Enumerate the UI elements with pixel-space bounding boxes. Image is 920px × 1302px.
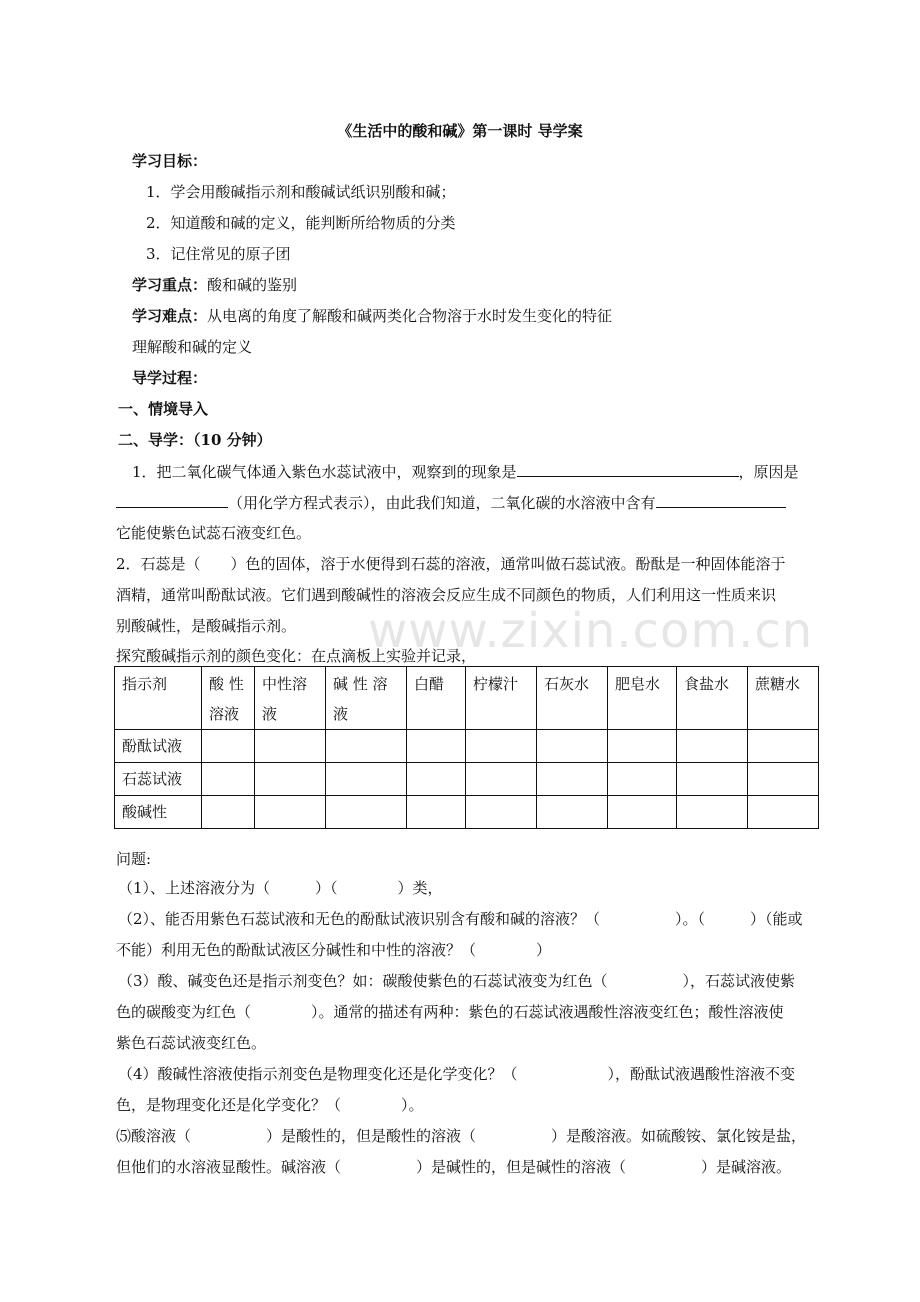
answer-cell[interactable] bbox=[608, 796, 677, 829]
answer-cell[interactable] bbox=[202, 763, 255, 796]
answer-blank[interactable] bbox=[116, 492, 228, 508]
table-header-cell: 酸 性 溶液 bbox=[202, 667, 255, 730]
problem-2-line-2: 不能）利用无色的酚酞试液区分碱性和中性的溶液？（ ） bbox=[116, 941, 552, 959]
key-point bbox=[132, 275, 297, 295]
table-header-cell: 白醋 bbox=[407, 667, 466, 730]
question-1-line-2 bbox=[116, 492, 786, 513]
table-header-cell: 指示剂 bbox=[115, 667, 202, 730]
table-header-cell: 中性溶 液 bbox=[255, 667, 326, 730]
answer-blank[interactable] bbox=[517, 461, 739, 477]
answer-cell[interactable] bbox=[537, 796, 608, 829]
goal-1: 1．学会用酸碱指示剂和酸碱试纸识别酸和碱； bbox=[146, 183, 456, 201]
question-1-line-3: 它能使紫色试蕊石液变红色。 bbox=[116, 524, 312, 542]
q1-text-c: （用化学方程式表示），由此我们知道，二氧化碳的水溶液中含有 bbox=[228, 494, 656, 512]
answer-cell[interactable] bbox=[466, 796, 537, 829]
answer-cell[interactable] bbox=[466, 763, 537, 796]
problem-4-line-2: 色，是物理变化还是化学变化？（ ）。 bbox=[116, 1096, 424, 1114]
problem-3-line-1: （3）酸、碱变色还是指示剂变色？如：碳酸使紫色的石蕊试液变为红色（ ），石蕊试液使紫 bbox=[118, 972, 796, 990]
difficulty-text: 从电离的角度了解酸和碱两类化合物溶于水时发生变化的特征 bbox=[207, 307, 613, 325]
problem-4-line-1: （4）酸碱性溶液使指示剂变色是物理变化还是化学变化？（ ），酚酞试液遇酸性溶液不变 bbox=[118, 1065, 796, 1083]
q1-text-a: 1．把二氧化碳气体通入紫色水蕊试液中，观察到的现象是 bbox=[132, 463, 517, 481]
table-header-cell: 食盐水 bbox=[677, 667, 748, 730]
answer-cell[interactable] bbox=[608, 730, 677, 763]
difficulty bbox=[132, 306, 612, 326]
answer-cell[interactable] bbox=[202, 730, 255, 763]
answer-cell[interactable] bbox=[608, 763, 677, 796]
answer-cell[interactable] bbox=[407, 796, 466, 829]
table-header-row bbox=[115, 667, 819, 730]
question-2-line-3: 别酸碱性，是酸碱指示剂。 bbox=[116, 617, 297, 635]
process-label: 导学过程： bbox=[132, 369, 208, 387]
problem-2-line-1: （2）、能否用紫色石蕊试液和无色的酚酞试液识别含有酸和碱的溶液？（ ）。（ ）（能或 bbox=[118, 910, 803, 928]
row-label: 酚酞试液 bbox=[115, 730, 202, 763]
explore-text: 探究酸碱指示剂的颜色变化：在点滴板上实验并记录， bbox=[116, 647, 477, 665]
watermark: www.zixin.com.cn bbox=[368, 603, 814, 659]
table-row bbox=[115, 763, 819, 796]
answer-cell[interactable] bbox=[407, 730, 466, 763]
answer-cell[interactable] bbox=[407, 763, 466, 796]
answer-cell[interactable] bbox=[326, 730, 407, 763]
row-label: 酸碱性 bbox=[115, 796, 202, 829]
problem-3-line-3: 紫色石蕊试液变红色。 bbox=[116, 1034, 267, 1052]
goals-label: 学习目标： bbox=[132, 152, 208, 170]
problem-3-line-2: 色的碳酸变为红色（ ）。通常的描述有两种：紫色的石蕊试液遇酸性溶液变红色；酸性溶液使 bbox=[116, 1003, 784, 1021]
table-header-cell: 柠檬汁 bbox=[466, 667, 537, 730]
answer-cell[interactable] bbox=[255, 763, 326, 796]
answer-cell[interactable] bbox=[748, 796, 819, 829]
answer-cell[interactable] bbox=[326, 796, 407, 829]
key-label: 学习重点： bbox=[132, 276, 208, 294]
answer-cell[interactable] bbox=[466, 730, 537, 763]
table-row bbox=[115, 730, 819, 763]
answer-blank[interactable] bbox=[656, 492, 786, 508]
q1-text-b: ，原因是 bbox=[738, 463, 799, 481]
answer-cell[interactable] bbox=[748, 763, 819, 796]
answer-cell[interactable] bbox=[202, 796, 255, 829]
answer-cell[interactable] bbox=[677, 730, 748, 763]
difficulty-label: 学习难点： bbox=[132, 307, 208, 325]
answer-cell[interactable] bbox=[677, 796, 748, 829]
section-1: 一、情境导入 bbox=[118, 400, 209, 418]
table-header-cell: 石灰水 bbox=[537, 667, 608, 730]
section-2: 二、导学：（10 分钟） bbox=[118, 431, 272, 449]
question-2-line-1: 2．石蕊是（ ）色的固体，溶于水便得到石蕊的溶液，通常叫做石蕊试液。酚酞是一种固体能溶于 bbox=[116, 555, 786, 573]
answer-cell[interactable] bbox=[255, 730, 326, 763]
questions-label: 问题: bbox=[116, 850, 152, 868]
indicator-table bbox=[114, 666, 819, 829]
problem-5-line-2: 但他们的水溶液显酸性。碱溶液（ ）是碱性的，但是碱性的溶液（ ）是碱溶液。 bbox=[116, 1158, 792, 1176]
question-2-line-2: 酒精，通常叫酚酞试液。它们遇到酸碱性的溶液会反应生成不同颜色的物质，人们利用这一性质来识 bbox=[116, 586, 777, 604]
row-label: 石蕊试液 bbox=[115, 763, 202, 796]
answer-cell[interactable] bbox=[255, 796, 326, 829]
answer-cell[interactable] bbox=[677, 763, 748, 796]
answer-cell[interactable] bbox=[537, 763, 608, 796]
goal-2: 2．知道酸和碱的定义，能判断所给物质的分类 bbox=[146, 214, 456, 232]
table-header-cell: 碱 性 溶 液 bbox=[326, 667, 407, 730]
answer-cell[interactable] bbox=[748, 730, 819, 763]
table-row bbox=[115, 796, 819, 829]
goal-3: 3．记住常见的原子团 bbox=[146, 245, 291, 263]
problem-5-line-1: ⑸酸溶液（ ）是酸性的，但是酸性的溶液（ ）是酸溶液。如硫酸铵、氯化铵是盐， bbox=[116, 1127, 807, 1145]
table-header-cell: 肥皂水 bbox=[608, 667, 677, 730]
table-header-cell: 蔗糖水 bbox=[748, 667, 819, 730]
doc-title: 《生活中的酸和碱》第一课时 导学案 bbox=[337, 122, 583, 140]
answer-cell[interactable] bbox=[537, 730, 608, 763]
problem-1: （1）、上述溶液分为（ ）（ ）类， bbox=[118, 879, 443, 897]
difficulty-text-2: 理解酸和碱的定义 bbox=[132, 338, 253, 356]
answer-cell[interactable] bbox=[326, 763, 407, 796]
question-1-line-1 bbox=[132, 461, 799, 482]
key-text: 酸和碱的鉴别 bbox=[207, 276, 298, 294]
